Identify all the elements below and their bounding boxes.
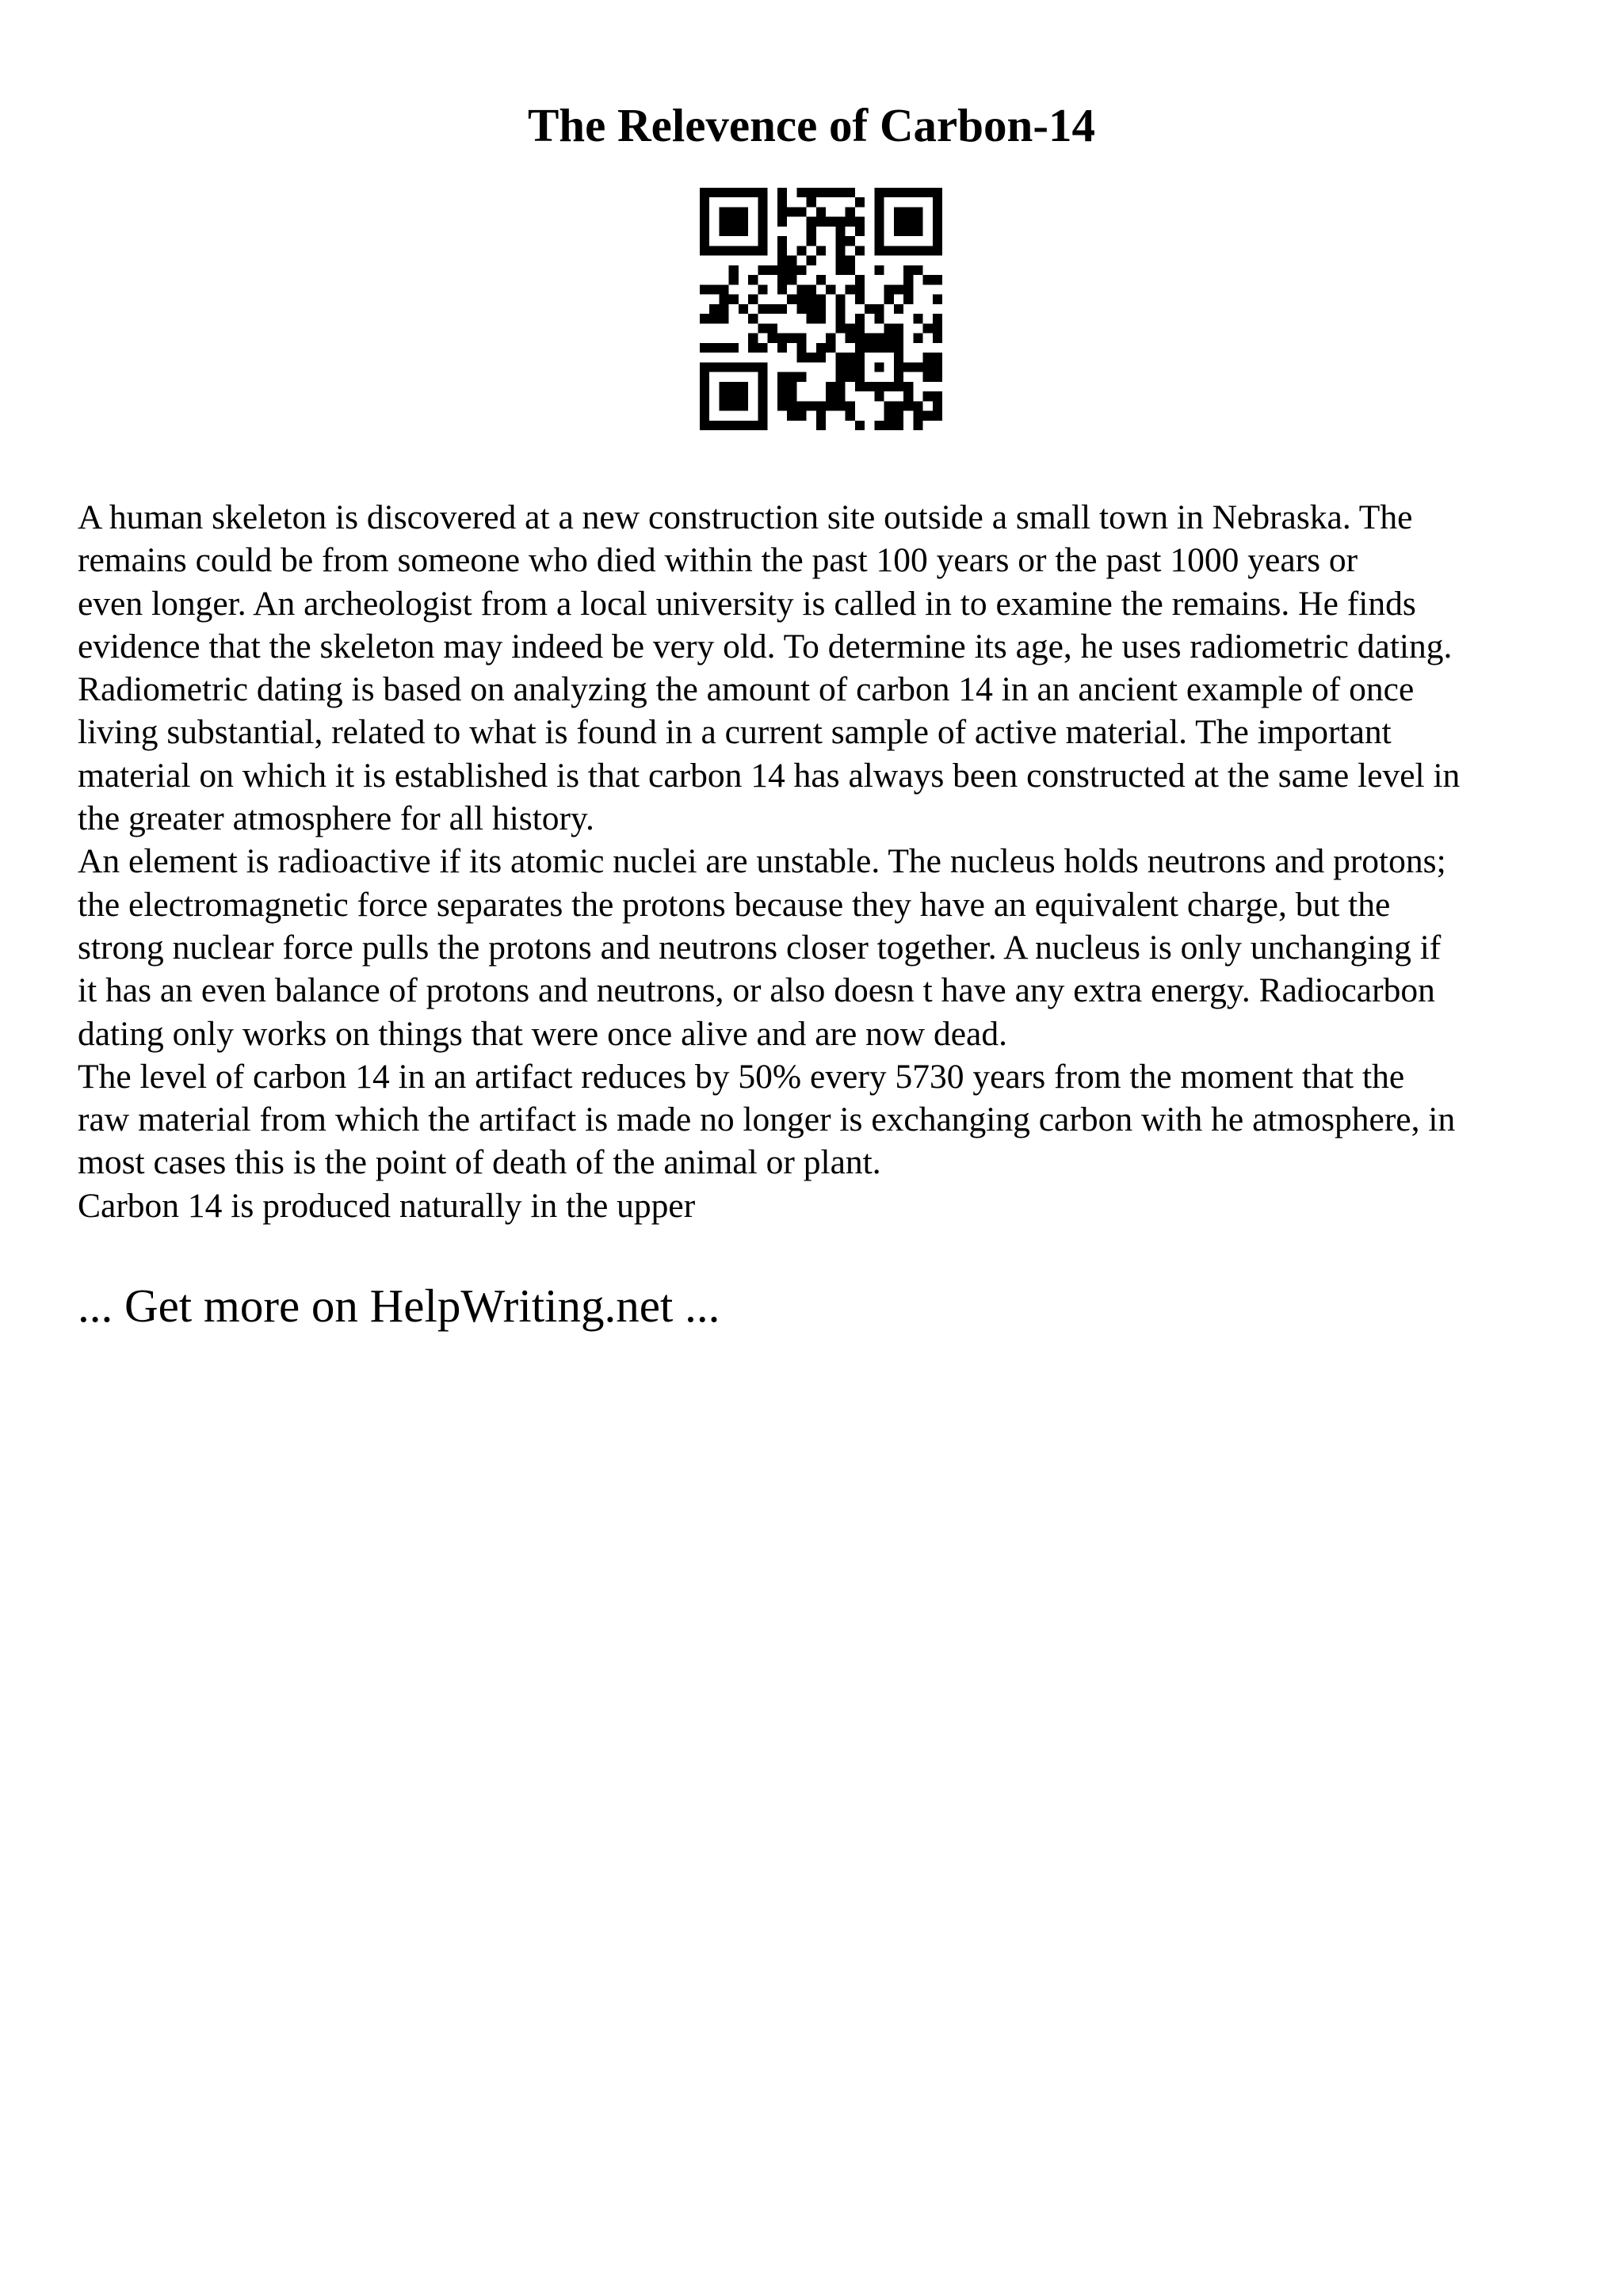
document-title: The Relevence of Carbon-14 bbox=[527, 99, 1096, 151]
text-line: dating only works on things that were once alive and are now dead. bbox=[78, 1014, 1007, 1053]
text-line: raw material from which the artifact is made no longer is exchanging carbon with he atmosphere, in bbox=[78, 1100, 1456, 1139]
text-line: it has an even balance of protons and neutrons, or also doesn t have any extra energy. Radiocarbon bbox=[78, 971, 1435, 1010]
text-line: Radiometric dating is based on analyzing the amount of carbon 14 in an ancient example of once bbox=[78, 670, 1415, 709]
qr-code-icon[interactable] bbox=[700, 188, 942, 430]
text-line: living substantial, related to what is found in a current sample of active material. The important bbox=[78, 713, 1392, 752]
text-line: The level of carbon 14 in an artifact reduces by 50% every 5730 years from the moment that the bbox=[78, 1057, 1405, 1096]
text-line: most cases this is the point of death of the animal or plant. bbox=[78, 1143, 881, 1182]
paragraph-1 bbox=[78, 496, 1560, 840]
text-line: the electromagnetic force separates the protons because they have an equivalent charge, but the bbox=[78, 885, 1391, 924]
get-more-link[interactable]: ... Get more on HelpWriting.net ... bbox=[78, 1280, 720, 1332]
document-body bbox=[78, 496, 1560, 1227]
text-line: Carbon 14 is produced naturally in the upper bbox=[78, 1186, 696, 1225]
paragraph-3 bbox=[78, 1055, 1560, 1184]
paragraph-2 bbox=[78, 840, 1560, 1055]
text-line: material on which it is established is that carbon 14 has always been constructed at the same level in bbox=[78, 756, 1461, 795]
text-line: even longer. An archeologist from a local university is called in to examine the remains. He finds bbox=[78, 584, 1416, 623]
text-line: remains could be from someone who died within the past 100 years or the past 1000 years or bbox=[78, 541, 1358, 580]
paragraph-4 bbox=[78, 1184, 1560, 1227]
text-line: evidence that the skeleton may indeed be very old. To determine its age, he uses radiometric dating. bbox=[78, 627, 1453, 666]
text-line: A human skeleton is discovered at a new construction site outside a small town in Nebraska. The bbox=[78, 498, 1413, 536]
text-line: the greater atmosphere for all history. bbox=[78, 799, 594, 838]
text-line: An element is radioactive if its atomic nuclei are unstable. The nucleus holds neutrons and protons; bbox=[78, 842, 1446, 881]
text-line: strong nuclear force pulls the protons and neutrons closer together. A nucleus is only unchanging if bbox=[78, 928, 1442, 967]
